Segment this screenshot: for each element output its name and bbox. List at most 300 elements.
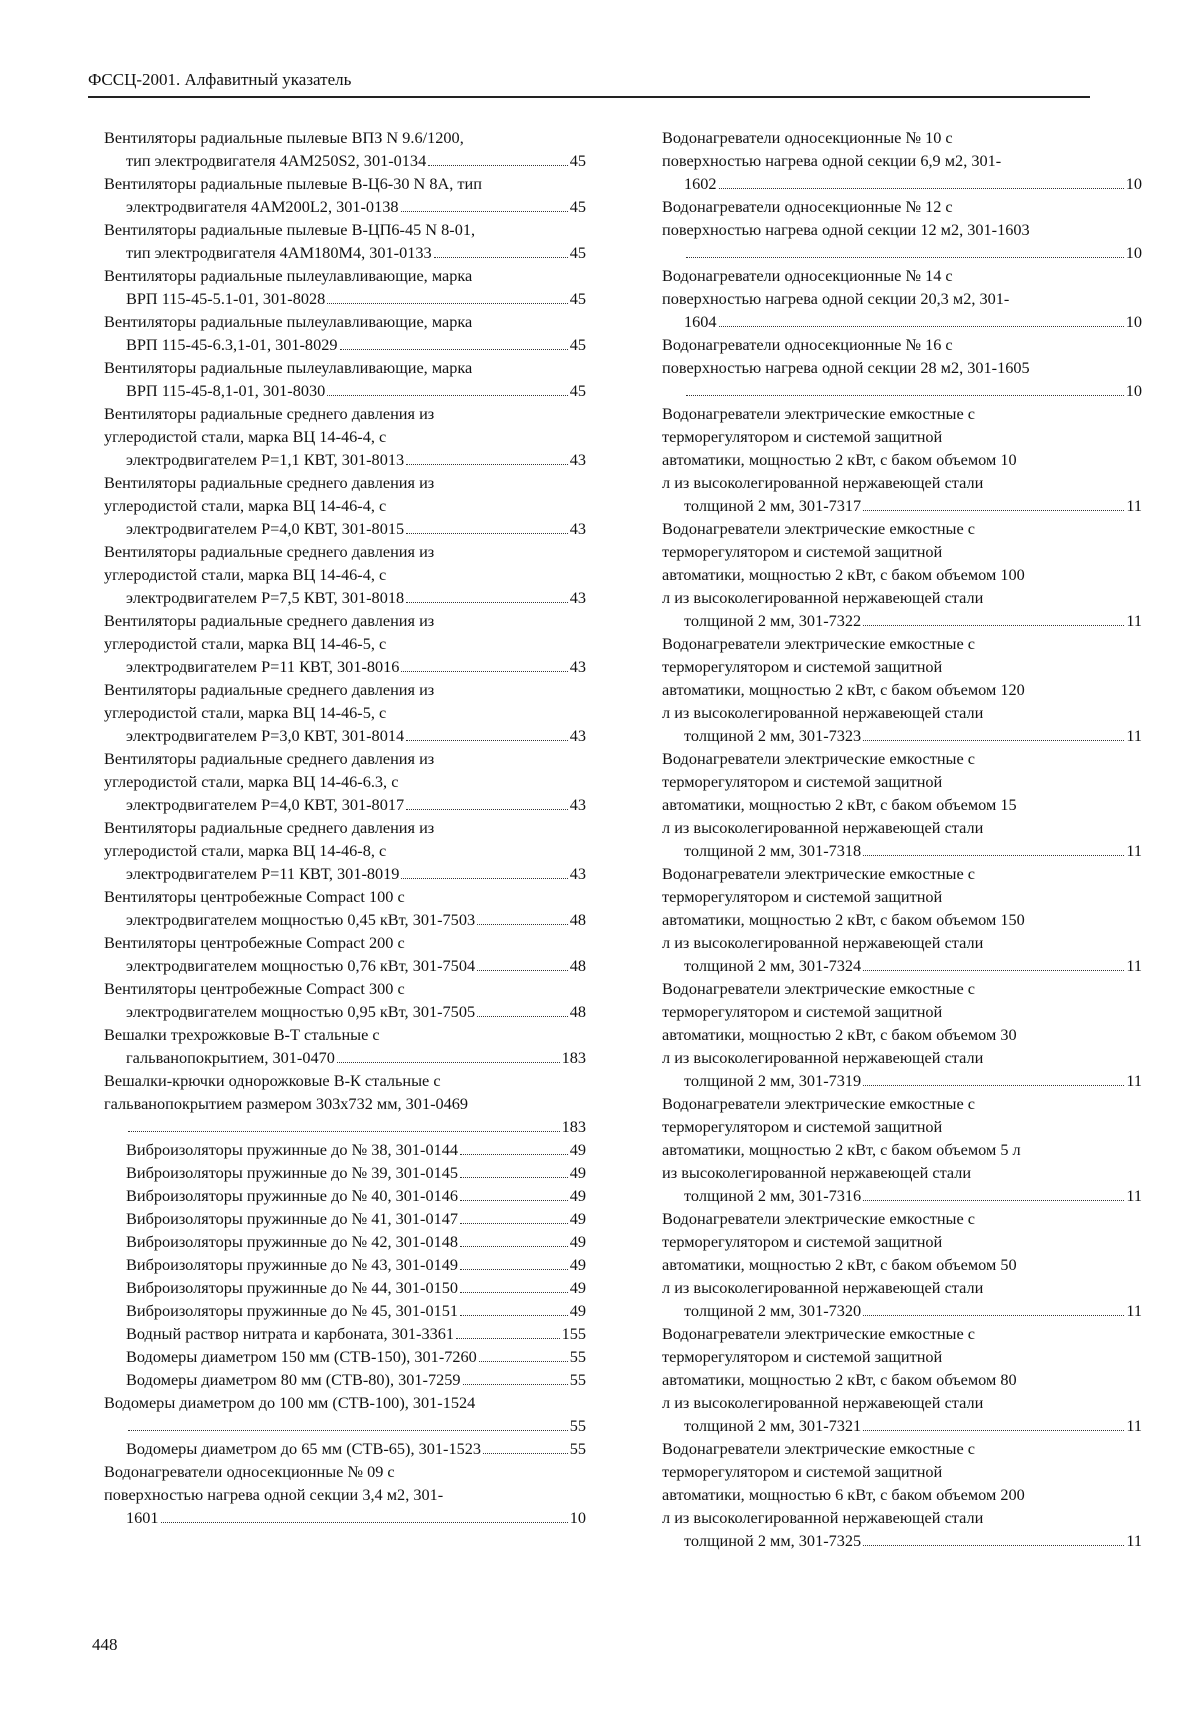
index-entry-term: Виброизоляторы пружинные до № 43, 301-0149 <box>126 1255 459 1274</box>
index-entry-page: 45 <box>569 381 586 400</box>
index-entry-page: 11 <box>1126 1301 1142 1320</box>
index-entry-leader-line <box>126 379 586 402</box>
index-entry <box>104 310 586 356</box>
index-entry <box>104 1391 586 1437</box>
index-entry <box>104 1368 586 1391</box>
index-entry-term: толщиной 2 мм, 301-7322 <box>684 611 862 630</box>
running-header <box>88 66 1090 98</box>
index-entry-line: терморегулятором и системой защитной <box>662 772 943 791</box>
index-entry-page: 48 <box>569 956 586 975</box>
index-entry <box>104 540 586 609</box>
index-entry-term: 1601 <box>126 1508 159 1527</box>
index-entry-leader-line <box>126 333 586 356</box>
index-entry-term: электродвигателя 4АМ200L2, 301-0138 <box>126 197 399 216</box>
index-entry-line: Вешалки трехрожковые В-Т стальные с <box>104 1025 380 1044</box>
index-entry-line: автоматики, мощностью 6 кВт, с баком объемом 200 <box>662 1485 1025 1504</box>
index-entry <box>104 218 586 264</box>
index-entry-leader-line <box>126 1368 586 1391</box>
index-entry-line: л из высоколегированной нержавеющей стали <box>662 703 984 722</box>
dot-leader <box>863 970 1124 971</box>
index-entry-line: Вентиляторы радиальные среднего давления из <box>104 749 435 768</box>
index-entry-page: 10 <box>1125 312 1142 331</box>
dot-leader <box>460 1292 568 1293</box>
index-entry-line: терморегулятором и системой защитной <box>662 887 943 906</box>
dot-leader <box>863 625 1124 626</box>
index-entry-line: Водонагреватели электрические емкостные с <box>662 979 976 998</box>
index-entry-term: толщиной 2 мм, 301-7323 <box>684 726 862 745</box>
index-entry-term: электродвигателем Р=3,0 КВТ, 301-8014 <box>126 726 405 745</box>
index-entry-line: Водонагреватели односекционные № 10 с <box>662 128 953 147</box>
index-entry-leader-line <box>126 908 586 931</box>
index-entry-page: 10 <box>569 1508 586 1527</box>
index-entry-leader-line <box>126 1322 586 1345</box>
index-entry-page: 49 <box>569 1255 586 1274</box>
index-entry-leader-line <box>684 1299 1142 1322</box>
dot-leader <box>863 1430 1124 1431</box>
index-entry-line: Вентиляторы радиальные среднего давления из <box>104 611 435 630</box>
index-entry-line: из высоколегированной нержавеющей стали <box>662 1163 972 1182</box>
index-entry-line: Водонагреватели электрические емкостные с <box>662 749 976 768</box>
index-entry-leader-line <box>126 195 586 218</box>
index-entry-term: Виброизоляторы пружинные до № 42, 301-0148 <box>126 1232 459 1251</box>
index-entry-page: 11 <box>1126 1071 1142 1090</box>
index-entry-term: Виброизоляторы пружинные до № 44, 301-0150 <box>126 1278 459 1297</box>
index-entry-term: электродвигателем Р=11 КВТ, 301-8019 <box>126 864 400 883</box>
index-entry <box>104 678 586 747</box>
index-entry-line: Вешалки-крючки однорожковые В-К стальные с <box>104 1071 441 1090</box>
index-entry-line: терморегулятором и системой защитной <box>662 1232 943 1251</box>
dot-leader <box>460 1269 568 1270</box>
index-entry-page: 43 <box>569 450 586 469</box>
index-entry-page: 49 <box>569 1209 586 1228</box>
index-entry-line: углеродистой стали, марка ВЦ 14-46-4, с <box>104 496 387 515</box>
index-entry <box>104 609 586 678</box>
index-entry-leader-line <box>126 862 586 885</box>
index-entry-line: л из высоколегированной нержавеющей стали <box>662 473 984 492</box>
index-entry-line: автоматики, мощностью 2 кВт, с баком объемом 5 л <box>662 1140 1021 1159</box>
index-entry-leader-line <box>126 1253 586 1276</box>
index-entry-leader-line <box>684 241 1142 264</box>
index-entry-page: 49 <box>569 1301 586 1320</box>
index-entry <box>662 632 1142 747</box>
index-entry-term: ВРП 115-45-5.1-01, 301-8028 <box>126 289 326 308</box>
index-entry-leader-line <box>684 1184 1142 1207</box>
dot-leader <box>327 303 567 304</box>
dot-leader <box>863 1545 1124 1546</box>
dot-leader <box>428 165 568 166</box>
index-entry-line: поверхностью нагрева одной секции 6,9 м2, 301- <box>662 151 1002 170</box>
index-entry-line: Водонагреватели электрические емкостные с <box>662 1439 976 1458</box>
header-title: ФССЦ-2001. Алфавитный указатель <box>88 70 352 89</box>
index-entry-leader-line <box>126 1207 586 1230</box>
dot-leader <box>161 1522 568 1523</box>
index-entry-term: Виброизоляторы пружинные до № 41, 301-0147 <box>126 1209 459 1228</box>
index-entry-term: Виброизоляторы пружинные до № 38, 301-0144 <box>126 1140 459 1159</box>
index-entry-term: толщиной 2 мм, 301-7318 <box>684 841 862 860</box>
index-entry-page: 11 <box>1126 841 1142 860</box>
index-entry-line: л из высоколегированной нержавеющей стали <box>662 1048 984 1067</box>
index-entry-leader-line <box>126 517 586 540</box>
index-entry-leader-line <box>126 1161 586 1184</box>
index-entry <box>104 885 586 931</box>
index-entry <box>104 1460 586 1529</box>
dot-leader <box>863 510 1124 511</box>
index-entry-term: Виброизоляторы пружинные до № 40, 301-0146 <box>126 1186 459 1205</box>
index-entry-term: Водный раствор нитрата и карбоната, 301-3361 <box>126 1324 455 1343</box>
index-entry-line: терморегулятором и системой защитной <box>662 1347 943 1366</box>
index-entry-leader-line <box>684 1069 1142 1092</box>
index-entry-term: ВРП 115-45-6.3,1-01, 301-8029 <box>126 335 338 354</box>
index-entry-term: ВРП 115-45-8,1-01, 301-8030 <box>126 381 326 400</box>
index-entry-leader-line <box>684 1414 1142 1437</box>
dot-leader <box>863 1200 1124 1201</box>
index-entry-line: углеродистой стали, марка ВЦ 14-46-5, с <box>104 703 387 722</box>
index-entry-page: 45 <box>569 243 586 262</box>
index-entry-line: Вентиляторы радиальные пылеулавливающие, марка <box>104 312 473 331</box>
index-entry-term: 1604 <box>684 312 717 331</box>
index-entry-term: толщиной 2 мм, 301-7325 <box>684 1531 862 1550</box>
index-entry-line: углеродистой стали, марка ВЦ 14-46-4, с <box>104 565 387 584</box>
index-entry <box>662 264 1142 333</box>
index-entry-page: 55 <box>569 1347 586 1366</box>
index-entry-page: 10 <box>1125 381 1142 400</box>
index-entry-line: Водомеры диаметром до 100 мм (СТВ-100), 301-1524 <box>104 1393 476 1412</box>
index-entry-term: гальванопокрытием, 301-0470 <box>126 1048 335 1067</box>
index-entry <box>104 1276 586 1299</box>
index-entry <box>662 1207 1142 1322</box>
index-entry-page: 11 <box>1126 611 1142 630</box>
index-entry-term: Виброизоляторы пружинные до № 45, 301-0151 <box>126 1301 459 1320</box>
index-entry-leader-line <box>684 1529 1142 1552</box>
index-entry-page: 55 <box>569 1439 586 1458</box>
index-entry <box>104 816 586 885</box>
index-entry <box>662 195 1142 264</box>
dot-leader <box>719 326 1124 327</box>
index-entry-page: 49 <box>569 1163 586 1182</box>
index-entry-line: углеродистой стали, марка ВЦ 14-46-4, с <box>104 427 387 446</box>
index-entry-line: терморегулятором и системой защитной <box>662 427 943 446</box>
dot-leader <box>401 878 567 879</box>
dot-leader <box>406 464 568 465</box>
index-entry-leader-line <box>126 724 586 747</box>
index-entry-page: 155 <box>561 1324 586 1343</box>
index-entry-line: терморегулятором и системой защитной <box>662 657 943 676</box>
index-entry-line: Вентиляторы радиальные пылеулавливающие, марка <box>104 266 473 285</box>
index-entry-leader-line <box>126 149 586 172</box>
index-entry-line: Вентиляторы центробежные Compact 200 с <box>104 933 405 952</box>
index-entry-page: 55 <box>569 1416 586 1435</box>
index-entry-leader-line <box>684 172 1142 195</box>
index-entry <box>104 747 586 816</box>
index-entry <box>662 862 1142 977</box>
index-entry-leader-line <box>684 494 1142 517</box>
index-entry-line: Водонагреватели электрические емкостные с <box>662 404 976 423</box>
index-entry-line: Вентиляторы радиальные среднего давления из <box>104 404 435 423</box>
index-entry-line: автоматики, мощностью 2 кВт, с баком объемом 150 <box>662 910 1025 929</box>
index-entry-term: толщиной 2 мм, 301-7319 <box>684 1071 862 1090</box>
index-entry-page: 11 <box>1126 1186 1142 1205</box>
dot-leader <box>460 1154 568 1155</box>
index-entry <box>662 1437 1142 1552</box>
index-entry-line: Водонагреватели односекционные № 12 с <box>662 197 953 216</box>
dot-leader <box>337 1062 560 1063</box>
index-entry-page: 43 <box>569 657 586 676</box>
index-entry-page: 10 <box>1125 243 1142 262</box>
index-entry-leader-line <box>126 1115 586 1138</box>
index-entry-line: Вентиляторы радиальные пылевые В-ЦП6-45 N 8-01, <box>104 220 476 239</box>
index-entry-page: 49 <box>569 1278 586 1297</box>
dot-leader <box>401 211 568 212</box>
index-entry-line: Водонагреватели электрические емкостные с <box>662 864 976 883</box>
index-entry-term: электродвигателем мощностью 0,95 кВт, 301-7505 <box>126 1002 476 1021</box>
index-entry-leader-line <box>684 310 1142 333</box>
dot-leader <box>406 602 568 603</box>
index-entry-leader-line <box>684 379 1142 402</box>
index-entry-term: тип электродвигателя 4АМ250S2, 301-0134 <box>126 151 427 170</box>
dot-leader <box>477 970 568 971</box>
index-entry <box>662 517 1142 632</box>
index-entry-term: 1602 <box>684 174 717 193</box>
index-entry-leader-line <box>126 1046 586 1069</box>
index-entry-term: толщиной 2 мм, 301-7317 <box>684 496 862 515</box>
index-entry <box>104 1184 586 1207</box>
index-entry <box>662 747 1142 862</box>
index-entry-line: Вентиляторы радиальные среднего давления из <box>104 473 435 492</box>
index-entry-term: электродвигателем Р=1,1 КВТ, 301-8013 <box>126 450 405 469</box>
index-entry <box>104 1023 586 1069</box>
index-entry-page: 55 <box>569 1370 586 1389</box>
dot-leader <box>479 1361 568 1362</box>
dot-leader <box>460 1315 568 1316</box>
dot-leader <box>463 1384 568 1385</box>
dot-leader <box>456 1338 560 1339</box>
index-entry-line: автоматики, мощностью 2 кВт, с баком объемом 15 <box>662 795 1017 814</box>
index-entry-leader-line <box>126 1276 586 1299</box>
dot-leader <box>477 924 568 925</box>
index-entry-leader-line <box>126 954 586 977</box>
index-column-left <box>104 126 586 1529</box>
index-entry-line: Водонагреватели электрические емкостные с <box>662 634 976 653</box>
index-entry-line: Водонагреватели электрические емкостные с <box>662 1094 976 1113</box>
index-entry-leader-line <box>126 1184 586 1207</box>
index-entry-term: толщиной 2 мм, 301-7320 <box>684 1301 862 1320</box>
index-entry-page: 48 <box>569 910 586 929</box>
dot-leader <box>406 809 568 810</box>
index-entry <box>104 1069 586 1138</box>
index-entry-page: 43 <box>569 864 586 883</box>
index-entry-leader-line <box>126 586 586 609</box>
dot-leader <box>460 1223 568 1224</box>
index-entry <box>104 931 586 977</box>
index-entry-term: толщиной 2 мм, 301-7316 <box>684 1186 862 1205</box>
index-entry-leader-line <box>126 1138 586 1161</box>
index-entry-leader-line <box>126 793 586 816</box>
index-entry-page: 11 <box>1126 956 1142 975</box>
dot-leader <box>406 740 568 741</box>
index-entry-page: 45 <box>569 197 586 216</box>
page-number: 448 <box>92 1635 118 1654</box>
index-entry-term: тип электродвигателя 4АМ180М4, 301-0133 <box>126 243 432 262</box>
dot-leader <box>128 1430 568 1431</box>
index-column-right <box>662 126 1142 1552</box>
index-entry-page: 11 <box>1126 1416 1142 1435</box>
index-entry-page: 43 <box>569 588 586 607</box>
dot-leader <box>686 257 1124 258</box>
dot-leader <box>406 533 568 534</box>
index-entry-line: Водонагреватели односекционные № 09 с <box>104 1462 395 1481</box>
index-entry-line: поверхностью нагрева одной секции 3,4 м2, 301- <box>104 1485 444 1504</box>
index-entry-leader-line <box>126 1299 586 1322</box>
index-entry-leader-line <box>684 954 1142 977</box>
index-entry-leader-line <box>684 609 1142 632</box>
index-entry <box>104 1299 586 1322</box>
index-entry <box>104 1345 586 1368</box>
index-entry-line: Водонагреватели электрические емкостные с <box>662 1209 976 1228</box>
index-entry <box>104 1322 586 1345</box>
index-entry <box>104 471 586 540</box>
dot-leader <box>128 1131 560 1132</box>
index-entry-leader-line <box>126 1345 586 1368</box>
index-entry-term: толщиной 2 мм, 301-7324 <box>684 956 862 975</box>
index-entry-page: 43 <box>569 726 586 745</box>
index-entry-line: поверхностью нагрева одной секции 28 м2, 301-1605 <box>662 358 1030 377</box>
dot-leader <box>460 1200 568 1201</box>
index-entry-line: автоматики, мощностью 2 кВт, с баком объемом 30 <box>662 1025 1017 1044</box>
index-entry-line: л из высоколегированной нержавеющей стали <box>662 588 984 607</box>
index-entry-leader-line <box>126 1230 586 1253</box>
index-entry-leader-line <box>684 839 1142 862</box>
index-entry-leader-line <box>126 1506 586 1529</box>
index-entry-page: 49 <box>569 1140 586 1159</box>
index-entry-line: Вентиляторы радиальные пылевые ВПЗ N 9.6/1200, <box>104 128 464 147</box>
dot-leader <box>686 395 1124 396</box>
index-entry-line: Вентиляторы центробежные Compact 300 с <box>104 979 405 998</box>
index-entry-line: автоматики, мощностью 2 кВт, с баком объемом 80 <box>662 1370 1017 1389</box>
index-entry-page: 43 <box>569 795 586 814</box>
index-entry-term: Водомеры диаметром 150 мм (СТВ-150), 301-7260 <box>126 1347 477 1366</box>
index-entry-line: л из высоколегированной нержавеющей стали <box>662 1393 984 1412</box>
dot-leader <box>401 671 567 672</box>
index-entry-leader-line <box>126 655 586 678</box>
index-entry-line: л из высоколегированной нержавеющей стали <box>662 818 984 837</box>
index-entry-term: Водомеры диаметром 80 мм (СТВ-80), 301-7259 <box>126 1370 461 1389</box>
index-entry-line: Водонагреватели электрические емкостные с <box>662 1324 976 1343</box>
index-entry-line: автоматики, мощностью 2 кВт, с баком объемом 10 <box>662 450 1017 469</box>
dot-leader <box>863 740 1124 741</box>
index-entry-line: поверхностью нагрева одной секции 12 м2, 301-1603 <box>662 220 1030 239</box>
dot-leader <box>483 1453 568 1454</box>
index-entry-line: автоматики, мощностью 2 кВт, с баком объемом 100 <box>662 565 1025 584</box>
index-entry-line: терморегулятором и системой защитной <box>662 1117 943 1136</box>
index-entry <box>104 264 586 310</box>
index-entry <box>104 1253 586 1276</box>
index-entry-line: углеродистой стали, марка ВЦ 14-46-5, с <box>104 634 387 653</box>
index-entry-term: электродвигателем Р=7,5 КВТ, 301-8018 <box>126 588 405 607</box>
dot-leader <box>863 855 1124 856</box>
index-entry-leader-line <box>126 1414 586 1437</box>
index-entry-page: 49 <box>569 1232 586 1251</box>
index-entry-leader-line <box>684 724 1142 747</box>
index-entry-line: Вентиляторы центробежные Compact 100 с <box>104 887 405 906</box>
index-entry-line: л из высоколегированной нержавеющей стали <box>662 933 984 952</box>
index-entry-term: электродвигателем мощностью 0,45 кВт, 301-7503 <box>126 910 476 929</box>
index-entry-term: толщиной 2 мм, 301-7321 <box>684 1416 862 1435</box>
index-entry-leader-line <box>126 1437 586 1460</box>
index-entry-leader-line <box>126 448 586 471</box>
dot-leader <box>434 257 568 258</box>
index-entry <box>662 1092 1142 1207</box>
dot-leader <box>327 395 567 396</box>
index-entry-line: Вентиляторы радиальные пылевые В-Ц6-30 N 8А, тип <box>104 174 482 193</box>
dot-leader <box>863 1315 1124 1316</box>
dot-leader <box>460 1177 568 1178</box>
index-entry-line: терморегулятором и системой защитной <box>662 542 943 561</box>
index-entry-line: Вентиляторы радиальные среднего давления из <box>104 818 435 837</box>
index-entry-line: гальванопокрытием размером 303х732 мм, 301-0469 <box>104 1094 469 1113</box>
index-entry <box>104 126 586 172</box>
index-entry <box>104 1161 586 1184</box>
index-entry-line: л из высоколегированной нержавеющей стали <box>662 1508 984 1527</box>
index-entry-page: 183 <box>561 1048 586 1067</box>
dot-leader <box>460 1246 568 1247</box>
index-entry-line: Водонагреватели односекционные № 16 с <box>662 335 953 354</box>
index-entry-term: электродвигателем мощностью 0,76 кВт, 301-7504 <box>126 956 476 975</box>
index-entry-page: 45 <box>569 335 586 354</box>
index-entry-page: 49 <box>569 1186 586 1205</box>
index-entry <box>662 977 1142 1092</box>
index-entry-page: 10 <box>1125 174 1142 193</box>
dot-leader <box>863 1085 1124 1086</box>
index-entry-page: 11 <box>1126 726 1142 745</box>
index-entry-page: 45 <box>569 151 586 170</box>
index-entry <box>662 1322 1142 1437</box>
index-entry-line: углеродистой стали, марка ВЦ 14-46-8, с <box>104 841 387 860</box>
index-entry-page: 45 <box>569 289 586 308</box>
index-entry <box>104 402 586 471</box>
index-entry-term: электродвигателем Р=4,0 КВТ, 301-8017 <box>126 795 405 814</box>
index-entry-line: Водонагреватели односекционные № 14 с <box>662 266 953 285</box>
index-entry-line: автоматики, мощностью 2 кВт, с баком объемом 120 <box>662 680 1025 699</box>
index-entry-leader-line <box>126 287 586 310</box>
index-entry-term: электродвигателем Р=4,0 КВТ, 301-8015 <box>126 519 405 538</box>
index-entry-line: Вентиляторы радиальные среднего давления из <box>104 680 435 699</box>
index-entry-leader-line <box>126 1000 586 1023</box>
index-entry <box>104 1230 586 1253</box>
dot-leader <box>340 349 568 350</box>
index-entry-page: 48 <box>569 1002 586 1021</box>
index-entry-line: Водонагреватели электрические емкостные с <box>662 519 976 538</box>
index-entry <box>104 1437 586 1460</box>
index-entry <box>104 977 586 1023</box>
index-entry-term: Виброизоляторы пружинные до № 39, 301-0145 <box>126 1163 459 1182</box>
index-entry <box>662 333 1142 402</box>
index-entry-line: терморегулятором и системой защитной <box>662 1002 943 1021</box>
index-entry <box>662 402 1142 517</box>
index-entry <box>104 1207 586 1230</box>
index-entry-page: 11 <box>1126 496 1142 515</box>
index-entry-page: 43 <box>569 519 586 538</box>
index-entry-line: поверхностью нагрева одной секции 20,3 м2, 301- <box>662 289 1010 308</box>
dot-leader <box>477 1016 568 1017</box>
index-entry-page: 11 <box>1126 1531 1142 1550</box>
index-entry-term: Водомеры диаметром до 65 мм (СТВ-65), 301-1523 <box>126 1439 482 1458</box>
index-entry-line: л из высоколегированной нержавеющей стали <box>662 1278 984 1297</box>
index-entry-term: электродвигателем Р=11 КВТ, 301-8016 <box>126 657 400 676</box>
index-entry-leader-line <box>126 241 586 264</box>
index-entry <box>104 172 586 218</box>
index-entry-line: Вентиляторы радиальные пылеулавливающие, марка <box>104 358 473 377</box>
index-entry-page: 183 <box>561 1117 586 1136</box>
